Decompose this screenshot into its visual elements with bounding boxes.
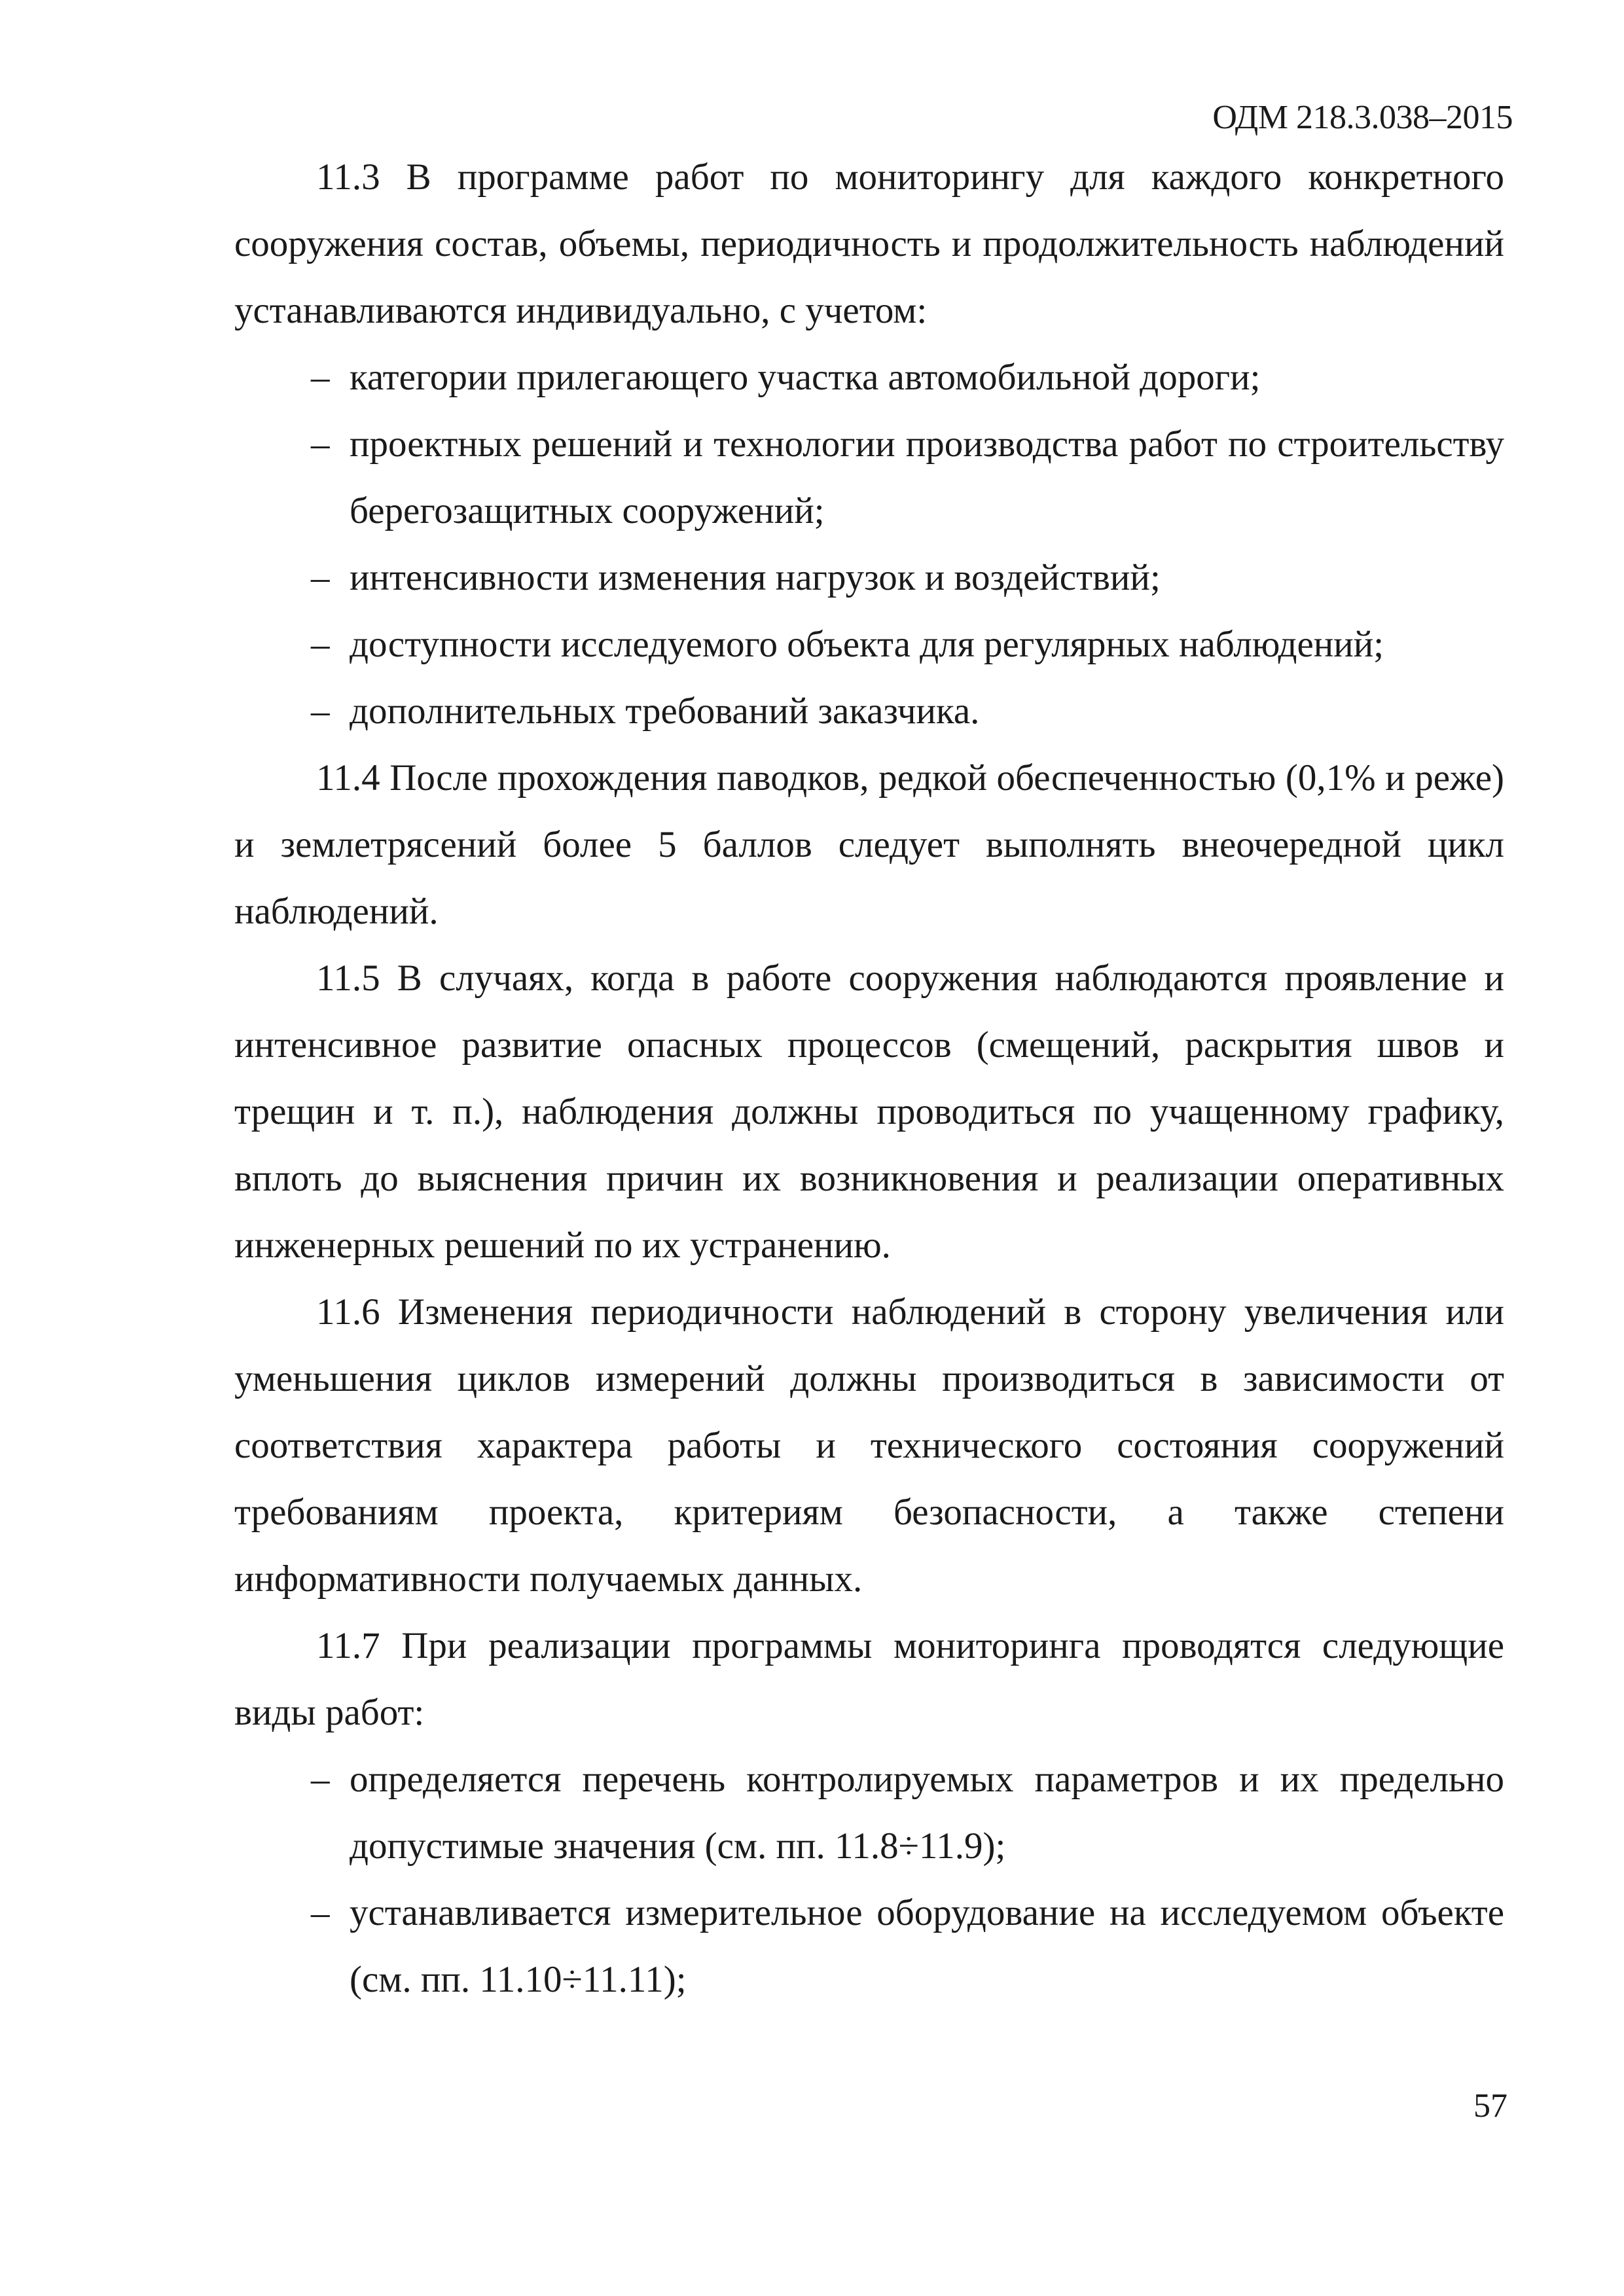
dash-marker: – (311, 624, 330, 665)
list-11-3 (234, 344, 1504, 745)
list-item-text: интенсивности изменения нагрузок и воздействий; (350, 557, 1161, 598)
list-item-text: доступности исследуемого объекта для регулярных наблюдений; (350, 624, 1384, 665)
paragraph-11-7: 11.7 При реализации программы мониторинга проводятся следующие виды работ: (234, 1625, 1504, 1733)
page-number: 57 (1473, 2087, 1507, 2125)
list-item-text: категории прилегающего участка автомобильной дороги; (350, 357, 1261, 398)
list-item (234, 411, 1504, 545)
document-body (234, 144, 1504, 2013)
list-item-text: определяется перечень контролируемых параметров и их предельно допустимые значения (см. пп. 11.8÷11.9); (350, 1759, 1504, 1867)
dash-marker: – (311, 1759, 330, 1800)
list-item-text: проектных решений и технологии производства работ по строительству берегозащитных сооружений; (350, 423, 1504, 531)
list-item (234, 545, 1504, 611)
list-item-text: дополнительных требований заказчика. (350, 691, 980, 732)
list-item (234, 611, 1504, 678)
paragraph-11-5: 11.5 В случаях, когда в работе сооружения наблюдаются проявление и интенсивное развитие опасных процессов (смещений, раскрытия швов и трещин и т. п.), наблюдения должны проводиться по учащенному графику, вплоть до выяснения причин их возникновения и реализации оперативных инженерных решений по их устранению. (234, 958, 1504, 1266)
list-item-text: устанавливается измерительное оборудование на исследуемом объекте (см. пп. 11.10÷11.11); (350, 1892, 1504, 2000)
dash-marker: – (311, 691, 330, 732)
paragraph-11-4: 11.4 После прохождения паводков, редкой обеспеченностью (0,1% и реже) и землетрясений более 5 баллов следует выполнять внеочередной цикл наблюдений. (234, 757, 1504, 932)
list-item (234, 678, 1504, 745)
list-item (234, 1746, 1504, 1880)
dash-marker: – (311, 423, 330, 465)
dash-marker: – (311, 1892, 330, 1933)
paragraph-11-6: 11.6 Изменения периодичности наблюдений в сторону увеличения или уменьшения циклов измерений должны производиться в зависимости от соответствия характера работы и технического состояния сооружений требованиям проекта, критериям безопасности, а также степени информативности получаемых данных. (234, 1291, 1504, 1600)
paragraph-11-3: 11.3 В программе работ по мониторингу для каждого конкретного сооружения состав, объемы, периодичность и продолжительность наблюдений устанавливаются индивидуально, с учетом: (234, 156, 1504, 331)
list-11-7 (234, 1746, 1504, 2013)
document-code: ОДМ 218.3.038–2015 (1212, 99, 1513, 136)
list-item (234, 344, 1504, 411)
list-item (234, 1880, 1504, 2013)
dash-marker: – (311, 357, 330, 398)
dash-marker: – (311, 557, 330, 598)
